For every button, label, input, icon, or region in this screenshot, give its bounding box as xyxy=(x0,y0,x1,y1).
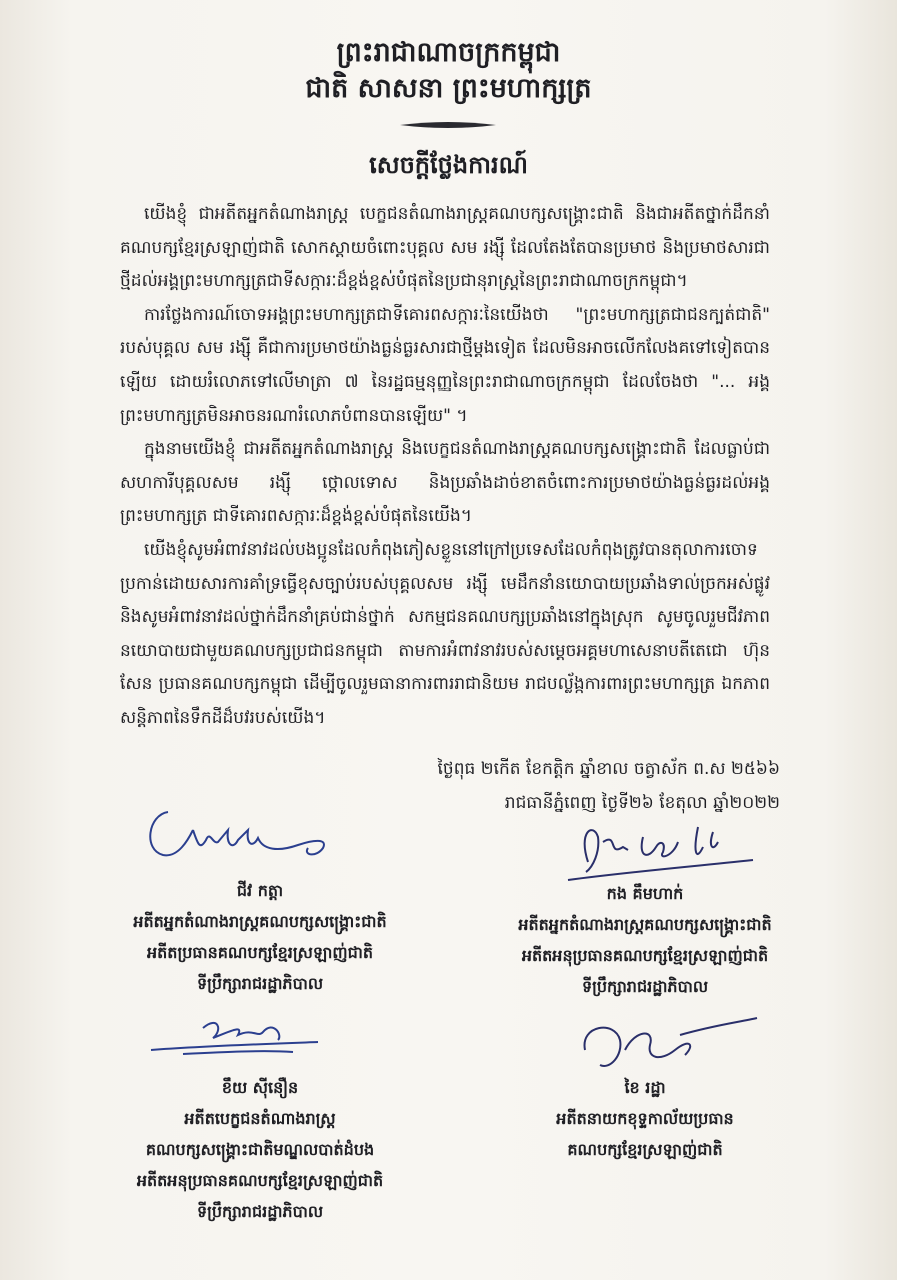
signatory-3-role-2: គណបក្សសង្គ្រោះជាតិមណ្ឌលបាត់ដំបង xyxy=(145,1140,375,1159)
signatory-2 xyxy=(455,878,835,1002)
paragraph-2: ការថ្លែងការណ៍ចោទអង្គព្រះមហាក្សត្រជាទីគោរពសក្ការៈនៃយើងថា "ព្រះមហាក្សត្រជាជនក្បត់ជាតិ" របស់បុគ្គល សម រង្ស៊ី គឺជាការប្រមាថយ៉ាងធ្ងន់ធ្ងរសារជាថ្មីម្ដងទៀត ដែលមិនអាចលើកលែងគទៅទៀតបានឡើយ ដោយរំលោភទៅលើមាត្រា ៧ នៃរដ្ឋធម្មនុញ្ញនៃព្រះរាជាណាចក្រកម្ពុជា ដែលចែងថា "... អង្គព្រះមហាក្សត្រមិនអាចនរណារំលោភបំពានបានឡើយ" ។ xyxy=(120,304,770,426)
signatory-2-role-1: អតីតអ្នកតំណាងរាស្ត្រគណបក្សសង្គ្រោះជាតិ xyxy=(518,915,772,934)
signatory-2-role-3: ទីប្រឹក្សារាជរដ្ឋាភិបាល xyxy=(581,977,709,996)
signatory-1 xyxy=(70,875,450,999)
kingdom-header: ព្រះរាជាណាចក្រកម្ពុជា xyxy=(336,37,561,68)
motto-header: ជាតិ សាសនា ព្រះមហាក្សត្រ xyxy=(305,73,592,104)
signature-3 xyxy=(143,1010,323,1065)
signature-2 xyxy=(548,812,758,887)
signatory-3-name: ខឹយ ស៊ីនឿន xyxy=(221,1078,299,1097)
signatory-2-role-2: អតីតអនុប្រធានគណបក្សខ្មែរស្រឡាញ់ជាតិ xyxy=(521,946,769,965)
paragraph-1: យើងខ្ញុំ ជាអតីតអ្នកតំណាងរាស្ត្រ បេក្ខជនតំណាងរាស្ត្រគណបក្សសង្គ្រោះជាតិ និងជាអតីតថ្នាក់ដឹកនាំគណបក្សខ្មែរស្រឡាញ់ជាតិ សោកស្ដាយចំពោះបុគ្គល សម រង្ស៊ី ដែលតែងតែបានប្រមាថ និងប្រមាថសារជាថ្មីដល់អង្គព្រះមហាក្សត្រជាទីសក្ការៈដ៏ខ្ពង់ខ្ពស់បំផុតនៃប្រជានុរាស្ត្រនៃព្រះរាជាណាចក្រកម្ពុជា។ xyxy=(120,204,770,292)
signatory-3 xyxy=(70,1072,450,1227)
paragraph-3: ក្នុងនាមយើងខ្ញុំ ជាអតីតអ្នកតំណាងរាស្ត្រ និងបេក្ខជនតំណាងរាស្ត្រគណបក្សសង្គ្រោះជាតិ ដែលធ្លាប់ជាសហការីបុគ្គលសម រង្ស៊ី ថ្កោលទោស និងប្រឆាំងដាច់ខាតចំពោះការប្រមាថយ៉ាងធ្ងន់ធ្ងរដល់អង្គព្រះមហាក្សត្រ ជាទីគោរពសក្ការៈដ៏ខ្ពង់ខ្ពស់បំផុតនៃយើង។ xyxy=(120,439,770,527)
signatory-1-name: ជីវ កត្តា xyxy=(236,881,284,900)
statement-body xyxy=(120,198,770,736)
lunar-date: ថ្ងៃពុធ ២កើត ខែកត្តិក ឆ្នាំខាល ចត្វាស័ក ព.ស ២៥៦៦ xyxy=(437,759,780,779)
solar-date: រាជធានីភ្នំពេញ ថ្ងៃទី២៦ ខែតុលា ឆ្នាំ២០២២ xyxy=(504,793,780,813)
signatory-3-role-3: អតីតអនុប្រធានគណបក្សខ្មែរស្រឡាញ់ជាតិ xyxy=(136,1171,384,1190)
signatory-3-role-1: អតីតបេក្ខជនតំណាងរាស្ត្រ xyxy=(184,1109,336,1128)
signatory-1-role-1: អតីតអ្នកតំណាងរាស្ត្រគណបក្សសង្គ្រោះជាតិ xyxy=(133,912,387,931)
signatory-1-role-2: អតីតប្រធានគណបក្សខ្មែរស្រឡាញ់ជាតិ xyxy=(146,943,373,962)
ornament-divider xyxy=(398,118,498,132)
signatory-4 xyxy=(455,1072,835,1165)
signature-4 xyxy=(565,1010,765,1080)
paragraph-4: យើងខ្ញុំសូមអំពាវនាវដល់បងប្អូនដែលកំពុងភៀសខ្លួននៅក្រៅប្រទេសដែលកំពុងត្រូវបានតុលាការចោទប្រកាន់ដោយសារការគាំទ្រធ្វើខុសច្បាប់របស់បុគ្គលសម រង្ស៊ី មេដឹកនាំនយោបាយប្រឆាំងទាល់ច្រកអស់ផ្លូវ និងសូមអំពាវនាវដល់ថ្នាក់ដឹកនាំគ្រប់ជាន់ថ្នាក់ សកម្មជនគណបក្សប្រឆាំងនៅក្នុងស្រុក សូមចូលរួមជីវភាពនយោបាយជាមួយគណបក្សប្រជាជនកម្ពុជា តាមការអំពាវនាវរបស់សម្ដេចអគ្គមហាសេនាបតីតេជោ ហ៊ុន សែន ប្រធានគណបក្សកម្ពុជា ដើម្បីចូលរួមធានាការពាររាជានិយម រាជបល្ល័ង្កការពារព្រះមហាក្សត្រ ឯកភាព សន្តិភាពនៃទឹកដីដ៏បវរបស់យើង។ xyxy=(120,539,770,728)
date-block xyxy=(430,752,780,820)
signatory-4-role-1: អតីតនាយកខុទ្ទកាល័យប្រធាន xyxy=(556,1109,734,1128)
signatory-4-name: ខៃ រដ្ឋា xyxy=(624,1078,666,1097)
signatory-1-role-3: ទីប្រឹក្សារាជរដ្ឋាភិបាល xyxy=(196,974,324,993)
signatory-4-role-2: គណបក្សខ្មែរស្រឡាញ់ជាតិ xyxy=(567,1140,723,1159)
signatory-2-name: កង គឹមហាក់ xyxy=(606,884,684,903)
signature-1 xyxy=(138,800,338,870)
signatory-3-role-4: ទីប្រឹក្សារាជរដ្ឋាភិបាល xyxy=(196,1202,324,1221)
document-title: សេចក្ដីថ្លែងការណ៍ xyxy=(369,151,528,179)
